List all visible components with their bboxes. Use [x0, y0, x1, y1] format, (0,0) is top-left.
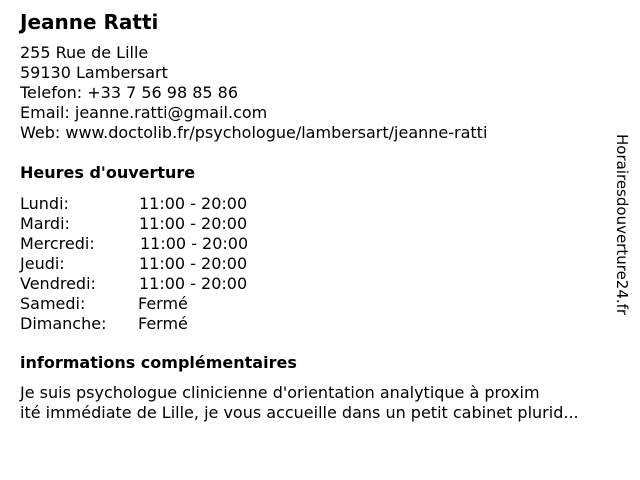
additional-info-heading: informations complémentaires: [20, 353, 297, 372]
description-line-1: Je suis psychologue clinicienne d'orientation analytique à proxim: [20, 383, 540, 402]
hours-day: Lundi:: [20, 194, 69, 213]
hours-day: Samedi:: [20, 294, 86, 313]
phone-line: Telefon: +33 7 56 98 85 86: [20, 83, 239, 102]
hours-day: Mardi:: [20, 214, 70, 233]
hours-time: 11:00 - 20:00: [139, 194, 248, 213]
description-line-2: ité immédiate de Lille, je vous accueille dans un petit cabinet plurid...: [20, 403, 579, 422]
hours-day: Jeudi:: [20, 254, 65, 273]
address-street: 255 Rue de Lille: [20, 43, 149, 62]
opening-hours-heading: Heures d'ouverture: [20, 163, 196, 182]
web-line: Web: www.doctolib.fr/psychologue/lambersart/jeanne-ratti: [20, 123, 488, 142]
hours-time: 11:00 - 20:00: [139, 274, 248, 293]
hours-time: 11:00 - 20:00: [140, 234, 249, 253]
hours-time: 11:00 - 20:00: [139, 254, 248, 273]
hours-time: 11:00 - 20:00: [139, 214, 248, 233]
watermark-text: Horairesdouverture24.fr: [613, 134, 631, 316]
address-city: 59130 Lambersart: [20, 63, 168, 82]
hours-day: Dimanche:: [20, 314, 107, 333]
hours-time: Fermé: [138, 294, 188, 313]
hours-day: Vendredi:: [20, 274, 96, 293]
hours-time: Fermé: [138, 314, 188, 333]
hours-day: Mercredi:: [20, 234, 95, 253]
business-name: Jeanne Ratti: [20, 10, 159, 34]
email-line: Email: jeanne.ratti@gmail.com: [20, 103, 268, 122]
